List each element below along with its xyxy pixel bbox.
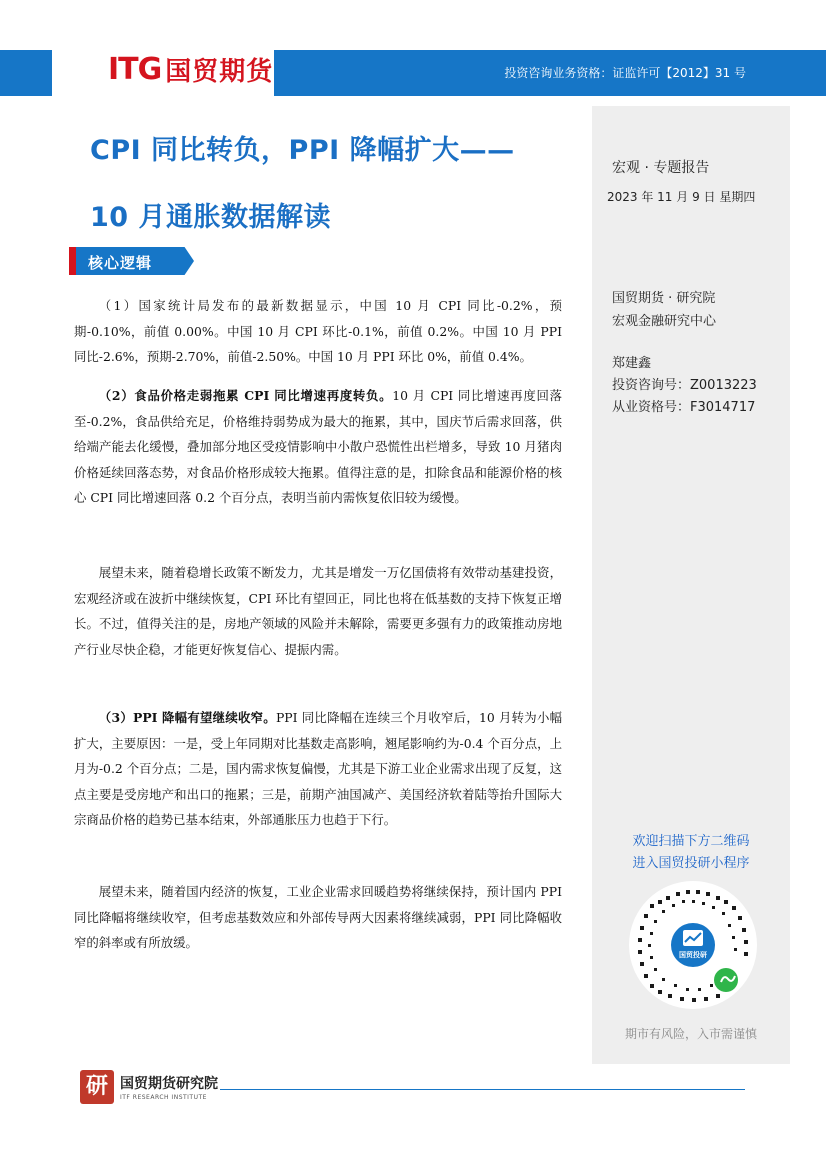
miniprogram-icon — [714, 968, 738, 992]
footer-institute-sub: ITF RESEARCH INSTITUTE — [120, 1094, 207, 1101]
report-type: 宏观 · 专题报告 — [612, 160, 710, 176]
paragraph-5: 展望未来，随着国内经济的恢复，工业企业需求回暖趋势将继续保持，预计国内 PPI 同比降幅将继续收窄，但考虑基数效应和外部传导两大因素将继续减弱，PPI 同比降幅收窄的斜率或有所放缓。 — [74, 884, 562, 951]
qr-center-label: 国贸投研 — [679, 951, 707, 959]
consult-number: 投资咨询号：Z0013223 — [612, 378, 757, 393]
itg-logo — [108, 50, 273, 88]
dept-name: 宏观金融研究中心 — [612, 314, 717, 329]
paragraph-2-heading: （2）食品价格走弱拖累 CPI 同比增速再度转负。 — [98, 388, 393, 403]
risk-warning: 期市有风险，入市需谨慎 — [624, 1027, 757, 1041]
title-line1: CPI 同比转负，PPI 降幅扩大—— — [90, 135, 515, 166]
paragraph-4-body: PPI 同比降幅在连续三个月收窄后，10 月转为小幅扩大，主要原因：一是，受上年同期对比基数走高影响，翘尾影响约为-0.4 个百分点，上月为-0.2 个百分点；二是，国内需求恢复偏慢，尤其是下游工业企业需求出现了反复，这点主要是受房地产和出口的拖累；三是，前期产油国减产、美国经济软着陆等抬升国际大宗商品价格的趋势已基本结束，外部通胀压力也趋于下行。 — [74, 710, 562, 828]
paragraph-2-body: 10 月 CPI 同比增速再度回落至-0.2%，食品供给充足，价格维持弱势成为最大的拖累，其中，国庆节后需求回落，供给端产能去化缓慢，叠加部分地区受疫情影响中小散户恐慌性出栏增多，导致 10 月猪肉价格延续回落态势，对食品价格形成较大拖累。值得注意的是，扣除食品和能源价格的核心 CPI 同比增速回落 0.2 个百分点，表明当前内需恢复依旧较为缓慢。 — [74, 388, 562, 506]
org-name: 国贸期货 · 研究院 — [612, 291, 716, 306]
author-name: 郑建鑫 — [612, 356, 652, 371]
footer-logo-icon: 研 — [80, 1070, 114, 1104]
section-tag-accent — [69, 247, 76, 275]
paragraph-4 — [74, 705, 562, 833]
footer-divider — [220, 1089, 745, 1090]
qr-code[interactable] — [628, 880, 758, 1010]
title-line2: 10 月通胀数据解读 — [90, 202, 331, 233]
paragraph-4-heading: （3）PPI 降幅有望继续收窄。 — [98, 710, 276, 725]
logo-itg-text: ITG — [108, 51, 162, 87]
report-date: 2023 年 11 月 9 日 星期四 — [607, 190, 756, 204]
paragraph-2 — [74, 383, 562, 511]
qr-prompt-line2: 进入国贸投研小程序 — [632, 856, 750, 871]
paragraph-1: （1）国家统计局发布的最新数据显示，中国 10 月 CPI 同比-0.2%，预期-0.10%，前值 0.00%。中国 10 月 CPI 环比-0.1%，前值 0.2%。中国 10 月 PPI 同比-2.6%，预期-2.70%，前值-2.50%。中国 10 月 PPI 环比 0%，前值 0.4%。 — [74, 298, 562, 365]
header-bar-left — [0, 50, 52, 96]
qualification-number: 从业资格号：F3014717 — [612, 400, 756, 415]
qualification-text: 投资咨询业务资格：证监许可【2012】31 号 — [504, 66, 746, 80]
section-tag-label: 核心逻辑 — [88, 254, 153, 272]
logo-cn-text: 国贸期货 — [165, 56, 274, 87]
paragraph-3: 展望未来，随着稳增长政策不断发力，尤其是增发一万亿国债将有效带动基建投资，宏观经济或在波折中继续恢复，CPI 环比有望回正，同比也将在低基数的支持下恢复正增长。不过，值得关注的是，房地产领域的风险并未解除，需要更多强有力的政策推动房地产行业尽快企稳，才能更好恢复信心、提振内需。 — [74, 565, 562, 657]
qr-prompt-line1: 欢迎扫描下方二维码 — [632, 834, 750, 849]
footer-institute-name: 国贸期货研究院 — [120, 1076, 218, 1092]
